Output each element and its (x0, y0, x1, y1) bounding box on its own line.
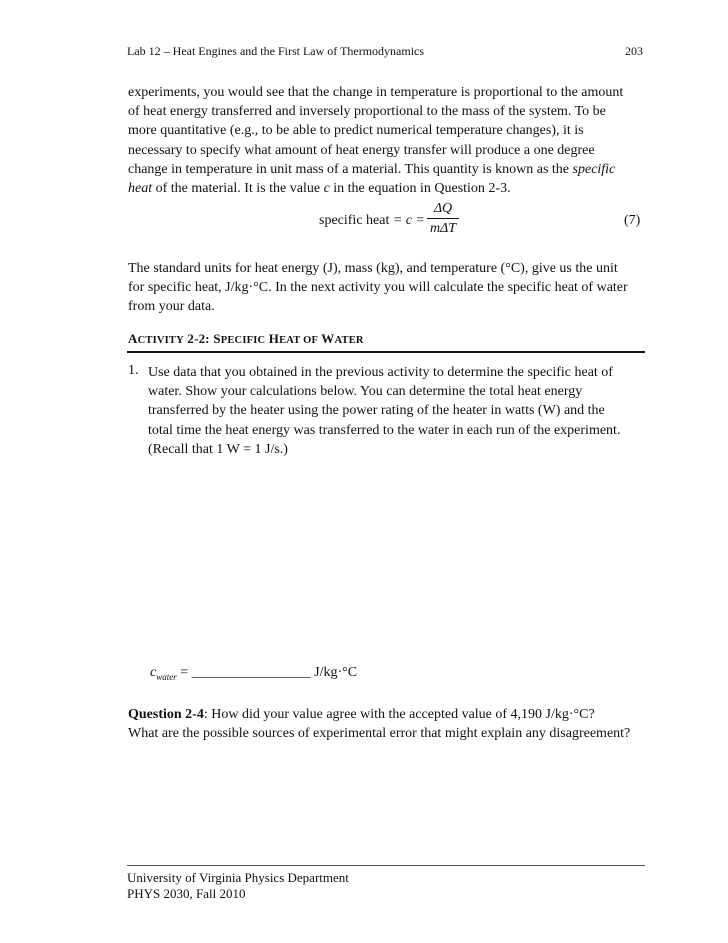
question-line: Use data that you obtained in the previous activity to determine the specific heat of (148, 365, 613, 380)
question-1-text (148, 363, 645, 459)
page-number: 203 (625, 44, 643, 58)
fraction-bar (427, 218, 459, 219)
paragraph-line: necessary to specify what amount of heat energy transfer will produce a one degree (128, 142, 595, 158)
question-text: : How did your value agree with the accepted value of 4,190 J/kg·°C? (203, 707, 595, 722)
footer-line: University of Virginia Physics Department (127, 870, 349, 885)
footer-rule (127, 865, 645, 866)
footer (127, 870, 349, 902)
heading-smallcaps: EAT OF (279, 335, 319, 346)
heading-cap: H (265, 331, 280, 346)
equation-text: specific heat (319, 213, 390, 228)
emphasis: heat (128, 181, 153, 197)
question-label: Question 2-4 (128, 707, 204, 722)
question-line: total time the heat energy was transferred to the water in each run of the experiment. (148, 422, 621, 438)
footer-line: PHYS 2030, Fall 2010 (127, 886, 246, 901)
variable-c: c (323, 181, 330, 197)
heading-cap: A (128, 331, 138, 346)
answer-line (150, 665, 357, 682)
paragraph-line: experiments, you would see that the change in temperature is proportional to the amount (128, 85, 624, 100)
paragraph-line: for specific heat, J/kg·°C. In the next activity you will calculate the specific heat of water (128, 280, 628, 296)
running-header (127, 44, 645, 59)
heading-smallcaps: CTIVITY (137, 335, 184, 346)
question-line: What are the possible sources of experimental error that might explain any disagreement? (128, 726, 631, 742)
heading-number: 2-2: (183, 331, 214, 346)
header-title: Lab 12 – Heat Engines and the First Law of Thermodynamics (127, 44, 425, 58)
equation-number: (7) (624, 213, 641, 228)
question-line: transferred by the heater using the power rating of the heater in watts (W) and the (148, 403, 605, 419)
emphasis: specific (572, 161, 616, 177)
answer-blank: = _________________ (176, 665, 315, 680)
question-line (128, 705, 645, 724)
question-line: water. Show your calculations below. You can determine the total heat energy (148, 384, 583, 400)
paragraph-units (128, 259, 645, 317)
heading-cap: S (213, 331, 221, 346)
answer-symbol: c (150, 665, 157, 680)
paragraph-specific-heat-intro (128, 83, 645, 198)
paragraph-line: from your data. (128, 299, 215, 315)
text-run: change in temperature in unit mass of a material. This quantity is known as the (128, 161, 573, 177)
activity-heading (128, 331, 364, 347)
text-run: in the equation in Question 2-3. (329, 181, 511, 197)
paragraph-line (128, 179, 645, 198)
answer-unit: J/kg·°C (314, 665, 358, 680)
paragraph-line (128, 160, 645, 179)
fraction-denominator: mΔT (429, 221, 457, 236)
heading-smallcaps: PECIFIC (220, 335, 266, 346)
question-2-4 (128, 705, 645, 743)
question-number: 1. (128, 363, 139, 378)
equation-label (319, 213, 425, 229)
paragraph-line: more quantitative (e.g., to be able to predict numerical temperature changes), it is (128, 123, 584, 139)
text-run: of the material. It is the value (152, 181, 324, 197)
paragraph-line: The standard units for heat energy (J), mass (kg), and temperature (°C), give us the unit (128, 261, 618, 276)
heading-cap: W (318, 331, 335, 346)
answer-subscript: water (156, 671, 177, 682)
question-line: (Recall that 1 W = 1 J/s.) (148, 441, 288, 457)
equation-fraction (427, 201, 459, 237)
fraction-numerator: ΔQ (433, 201, 453, 216)
paragraph-line: of heat energy transferred and inversely proportional to the mass of the system. To be (128, 104, 606, 120)
equation-equals: = c = (392, 213, 425, 228)
heading-smallcaps: ATER (334, 335, 364, 346)
heading-rule (127, 351, 645, 353)
